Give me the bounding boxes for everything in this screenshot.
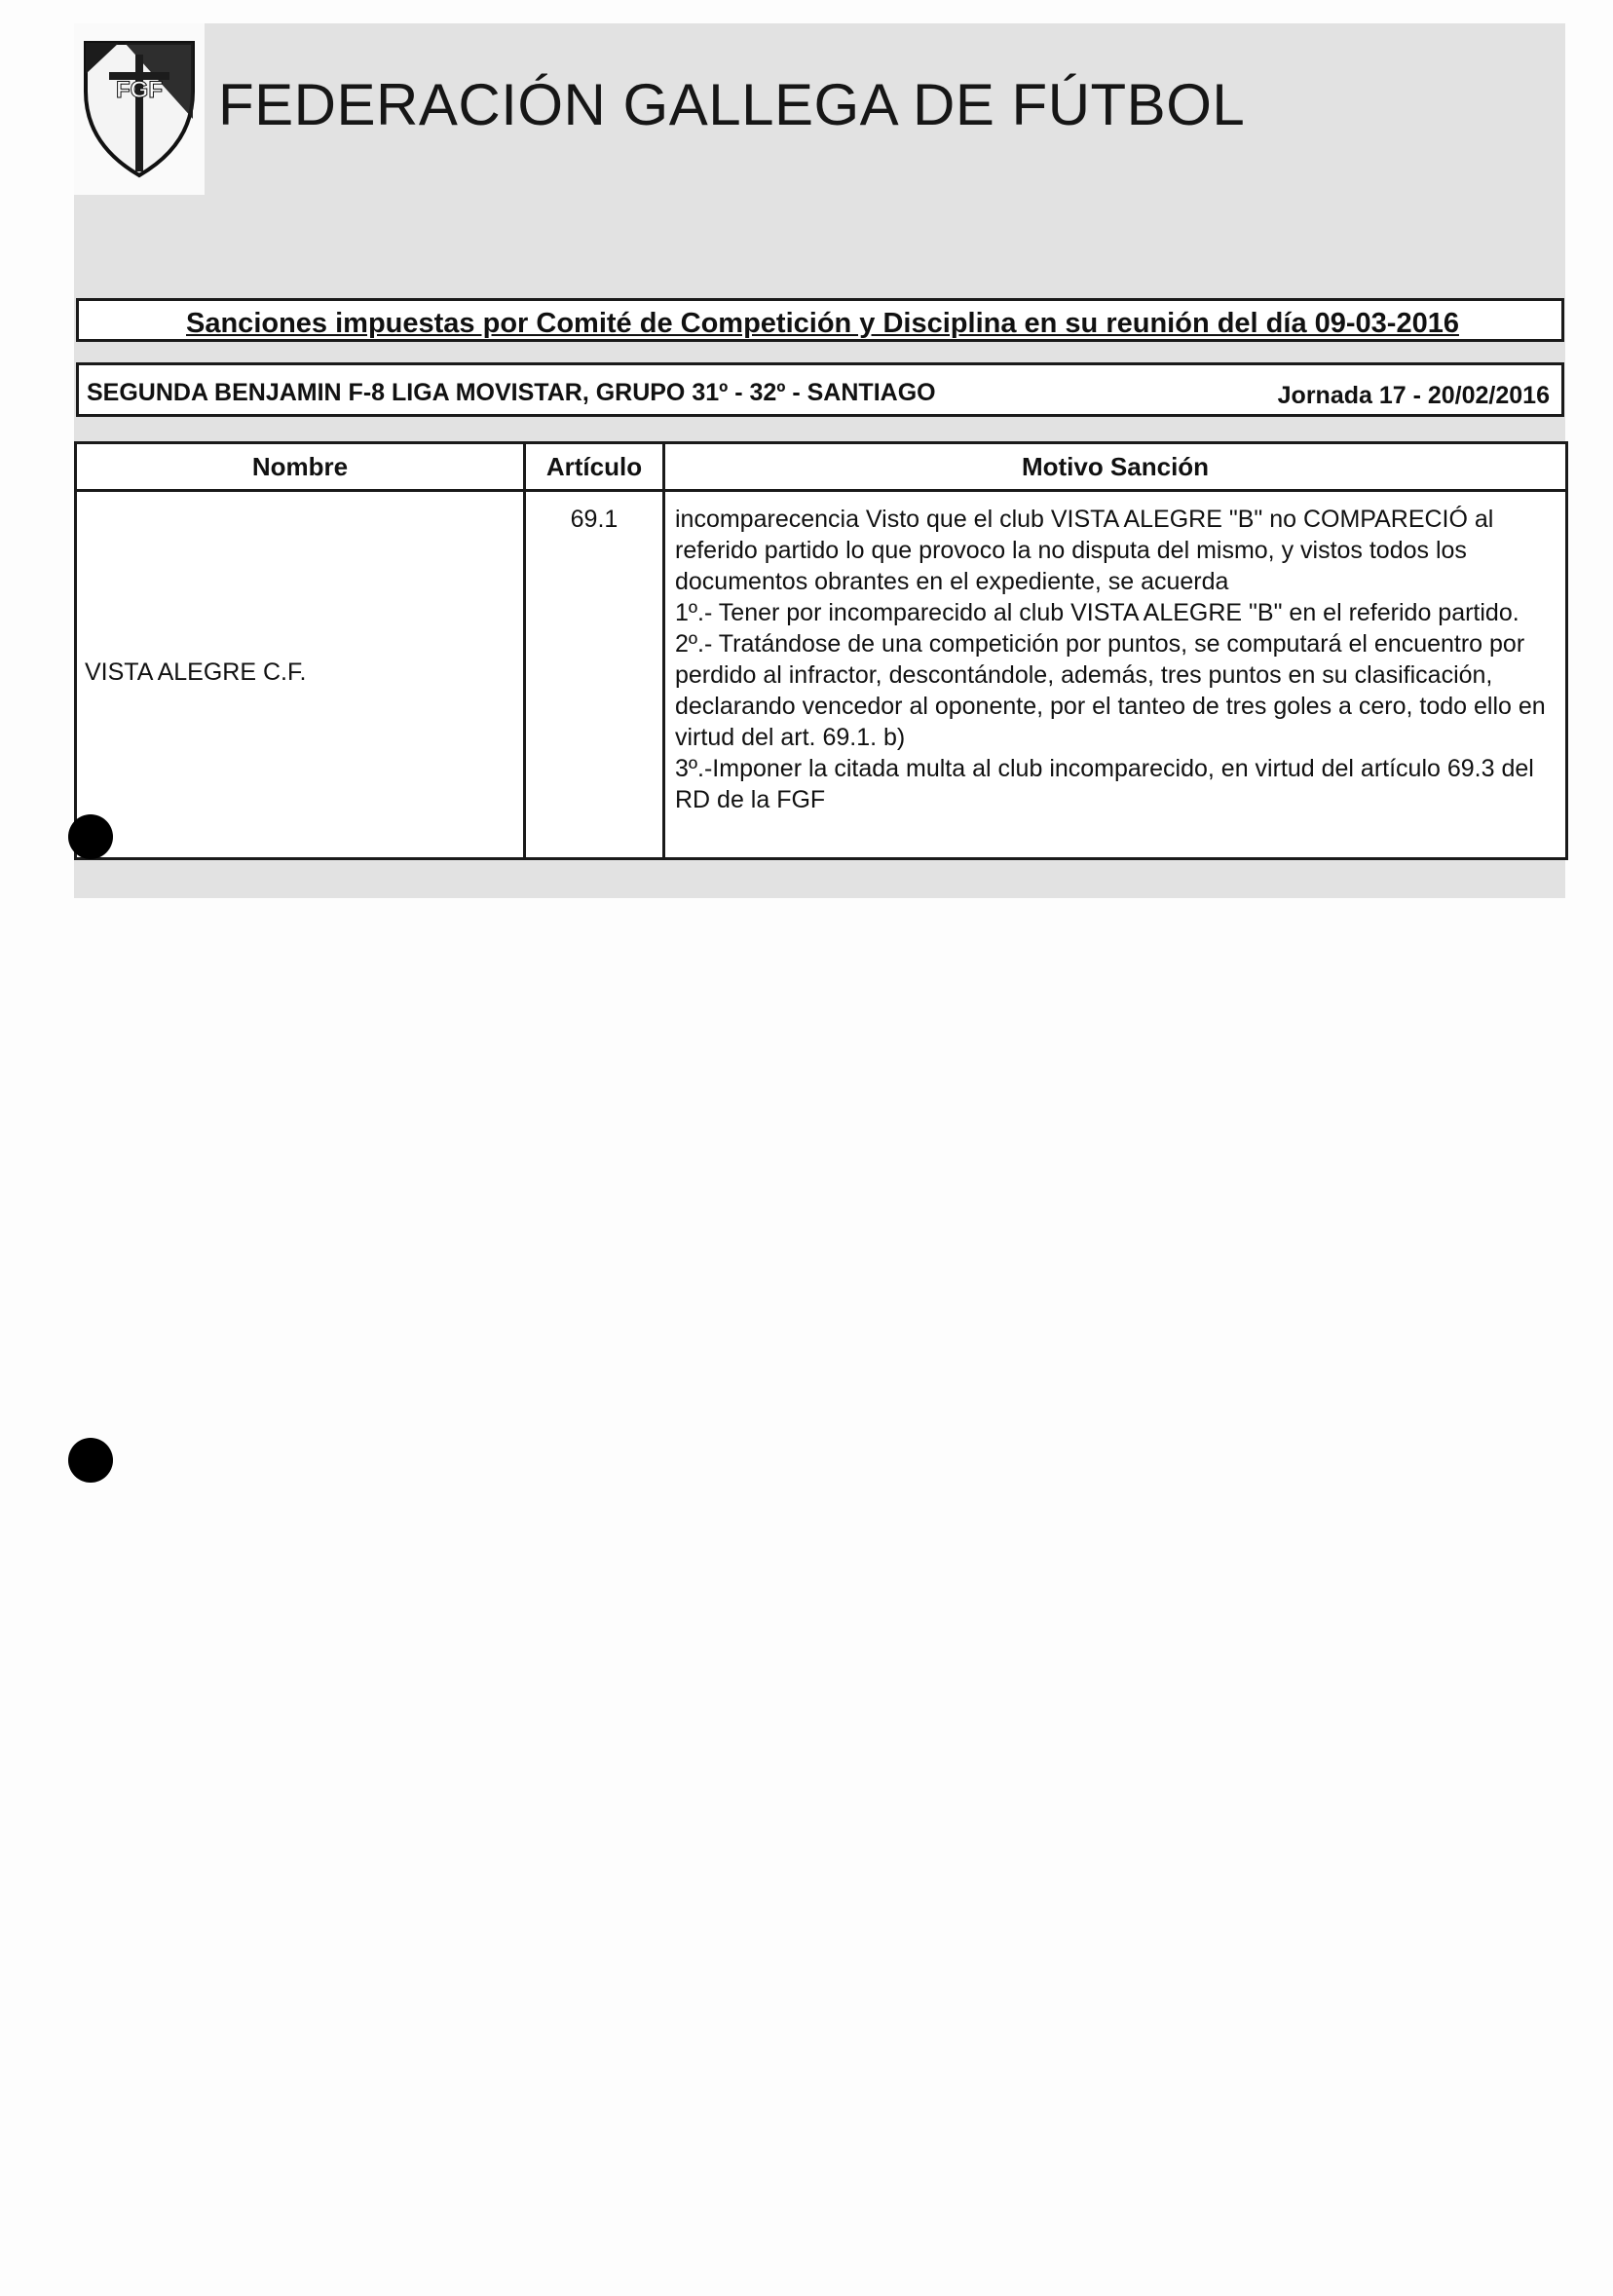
cell-articulo: 69.1	[525, 491, 664, 859]
motivo-paragraph: 2º.- Tratándose de una competición por puntos, se computará el encuentro por perdido al infractor, descontándole, además, tres puntos en su clasificación, declarando vencedor al oponente, por el tanteo de tres goles a cero, todo ello en virtud del art. 69.1. b)	[675, 630, 1546, 751]
league-name: SEGUNDA BENJAMIN F-8 LIGA MOVISTAR, GRUPO 31º - 32º - SANTIAGO	[87, 379, 936, 406]
sanciones-title: Sanciones impuestas por Comité de Competición y Disciplina en su reunión del día 09-03-2016	[186, 308, 1459, 339]
shield-logo-icon	[80, 35, 199, 179]
motivo-paragraph: 3º.-Imponer la citada multa al club incomparecido, en virtud del artículo 69.3 del RD de la FGF	[675, 755, 1534, 813]
header-nombre: Nombre	[76, 443, 525, 491]
cell-nombre: VISTA ALEGRE C.F.	[76, 491, 525, 859]
league-box	[76, 362, 1564, 417]
federation-title: FEDERACIÓN GALLEGA DE FÚTBOL	[218, 72, 1246, 137]
header-articulo: Artículo	[525, 443, 664, 491]
punch-hole-bottom	[68, 1438, 113, 1483]
header-motivo: Motivo Sanción	[664, 443, 1567, 491]
jornada-label: Jornada 17 - 20/02/2016	[1277, 382, 1550, 409]
fgf-logo	[74, 23, 205, 195]
motivo-paragraph: 1º.- Tener por incomparecido al club VISTA ALEGRE "B" en el referido partido.	[675, 599, 1519, 626]
cell-motivo	[664, 491, 1567, 859]
table-row	[76, 491, 1567, 859]
sanciones-title-box	[76, 298, 1564, 342]
table-header-row	[76, 443, 1567, 491]
motivo-paragraph: incomparecencia Visto que el club VISTA ALEGRE "B" no COMPARECIÓ al referido partido lo que provoco la no disputa del mismo, y vistos todos los documentos obrantes en el expediente, se acuerda	[675, 506, 1494, 595]
punch-hole-top	[68, 814, 113, 859]
sanctions-table	[74, 441, 1568, 860]
logo-lettering: FGF	[116, 77, 163, 103]
